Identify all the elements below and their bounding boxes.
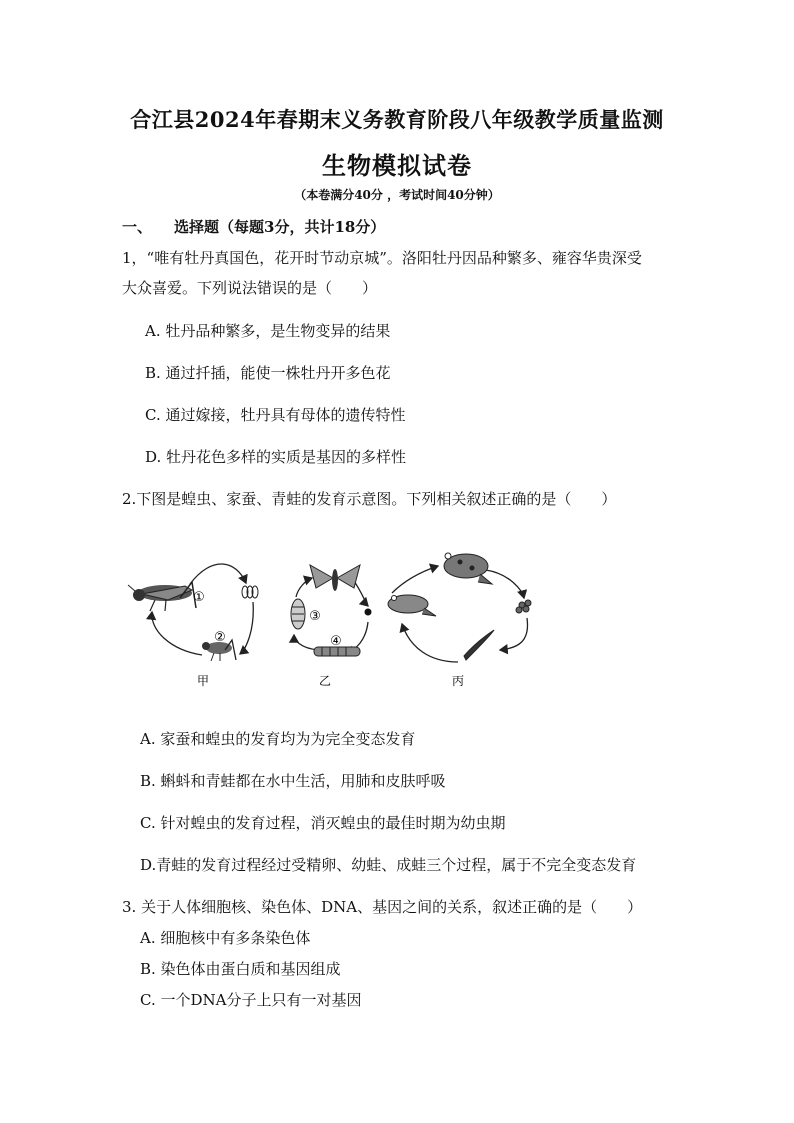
adult-locust-icon bbox=[128, 582, 196, 611]
locust-cycle bbox=[128, 564, 258, 688]
locust-eggs-icon bbox=[242, 586, 258, 598]
q1-stem-line1: 1，“唯有牡丹真国色，花开时节动京城”。洛阳牡丹因品种繁多、雍容华贵深受 bbox=[122, 249, 642, 267]
section-number: 一、 bbox=[122, 218, 153, 236]
frog-cycle bbox=[388, 553, 531, 688]
tadpole-icon bbox=[464, 630, 494, 660]
q3-stem: 3. 关于人体细胞核、染色体、DNA、基因之间的关系，叙述正确的是（ ） bbox=[122, 898, 643, 916]
frog-eggs-icon bbox=[516, 600, 531, 613]
q2-option-b: B. 蝌蚪和青蛙都在水中生活，用肺和皮肤呼吸 bbox=[140, 772, 446, 790]
q1-option-b: B. 通过扦插，能使一株牡丹开多色花 bbox=[145, 364, 391, 382]
silk-moth-icon bbox=[310, 565, 360, 591]
adult-frog-icon bbox=[444, 553, 492, 584]
q2-stem: 2.下图是蝗虫、家蚕、青蛙的发育示意图。下列相关叙述正确的是（ ） bbox=[122, 490, 617, 508]
silkworm-pupa-icon bbox=[291, 599, 305, 629]
q1-option-d: D. 牡丹花色多样的实质是基因的多样性 bbox=[145, 448, 407, 466]
q3-option-c: C. 一个DNA分子上只有一对基因 bbox=[140, 991, 362, 1009]
exam-title: 合江县2024年春期末义务教育阶段八年级教学质量监测 bbox=[130, 107, 664, 132]
exam-info: （本卷满分40分 ，考试时间40分钟） bbox=[294, 188, 500, 202]
q1-stem-line2: 大众喜爱。下列说法错误的是（ ） bbox=[122, 279, 378, 297]
stage-mark-3: ③ bbox=[309, 609, 321, 624]
q3-option-a: A. 细胞核中有多条染色体 bbox=[140, 929, 311, 947]
figure-label-bing: 丙 bbox=[451, 674, 465, 688]
young-frog-icon bbox=[388, 595, 436, 616]
q2-option-c: C. 针对蝗虫的发育过程，消灭蝗虫的最佳时期为幼虫期 bbox=[140, 814, 506, 832]
q1-option-c: C. 通过嫁接，牡丹具有母体的遗传特性 bbox=[145, 406, 406, 424]
figure-label-yi: 乙 bbox=[318, 674, 332, 688]
silkworm-egg-icon bbox=[365, 609, 372, 616]
q1-option-a: A. 牡丹品种繁多，是生物变异的结果 bbox=[145, 322, 391, 340]
stage-mark-1: ① bbox=[193, 590, 205, 605]
figure-label-jia: 甲 bbox=[196, 674, 210, 688]
stage-mark-4: ④ bbox=[330, 634, 342, 649]
section-title: 选择题（每题3分，共计18分） bbox=[174, 218, 386, 236]
q2-option-d: D.青蛙的发育过程经过受精卵、幼蛙、成蛙三个过程，属于不完全变态发育 bbox=[140, 856, 637, 874]
q2-option-a: A. 家蚕和蝗虫的发育均为为完全变态发育 bbox=[140, 730, 416, 748]
exam-subject-title: 生物模拟试卷 bbox=[322, 151, 472, 180]
stage-mark-2: ② bbox=[214, 630, 226, 645]
q3-option-b: B. 染色体由蛋白质和基因组成 bbox=[140, 960, 341, 978]
silkworm-cycle bbox=[291, 565, 372, 688]
